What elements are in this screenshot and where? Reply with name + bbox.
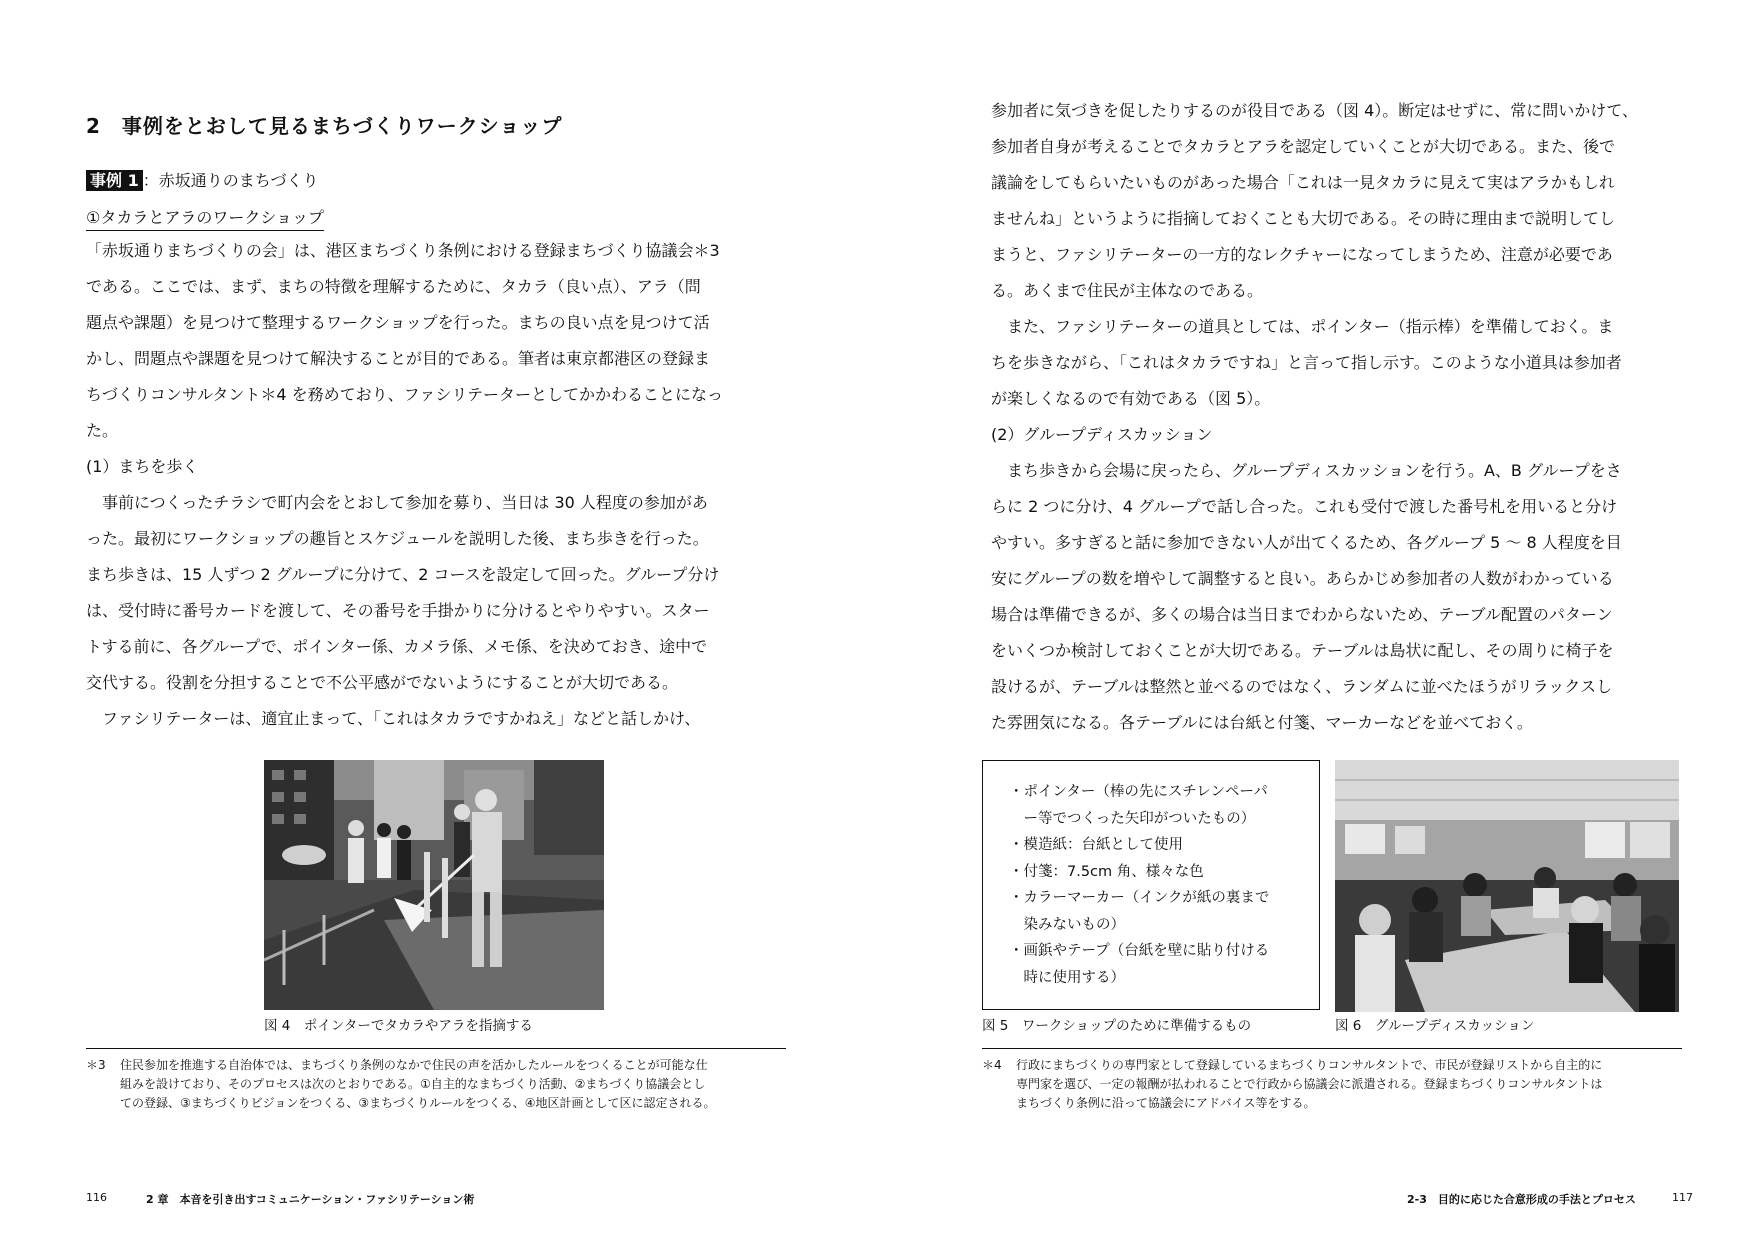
body-line: まうと、ファシリテーターの一方的なレクチャーになってしまうため、注意が必要であ xyxy=(991,245,1613,264)
body-line: る。あくまで住民が主体なのである。 xyxy=(991,281,1264,300)
right-page xyxy=(877,0,1754,1240)
case-badge: 事例 1 xyxy=(86,170,143,191)
body-line: 設けるが、テーブルは整然と並べるのではなく、ランダムに並べたほうがリラックスし xyxy=(991,677,1613,696)
body-line: 「赤坂通りまちづくりの会」は、港区まちづくり条例における登録まちづくり協議会＊3 xyxy=(86,241,720,260)
subsection-title: ①タカラとアラのワークショップ xyxy=(86,205,324,231)
body-line: である。ここでは、まず、まちの特徴を理解するために、タカラ（良い点）、アラ（問 xyxy=(86,277,701,296)
body-line: 交代する。役割を分担することで不公平感がでないようにすることが大切である。 xyxy=(86,673,679,692)
body-line: が楽しくなるので有効である（図 5）。 xyxy=(991,389,1271,408)
group-discussion-image xyxy=(1335,760,1679,1012)
footnote-line: 組みを設けており、そのプロセスは次のとおりである。①自主的なまちづくり活動、②まちづくり協議会とし xyxy=(120,1077,706,1091)
footnote-line: 行政にまちづくりの専門家として登録しているまちづくりコンサルタントで、市民が登録リストから自主的に xyxy=(1016,1058,1603,1072)
case-title: ：赤坂通りのまちづくり xyxy=(142,171,319,190)
body-line: らに 2 つに分け、4 グループで話し合った。これも受付で渡した番号札を用いると分け xyxy=(991,497,1618,516)
list-item: ・カラーマーカー（インクが紙の裏まで xyxy=(1009,890,1270,906)
list-item: ・模造紙：台紙として使用 xyxy=(1009,837,1183,853)
list-item: ・ポインター（棒の先にスチレンペーパ xyxy=(1009,784,1268,800)
running-header-section: 2-3 目的に応じた合意形成の手法とプロセス xyxy=(1407,1193,1636,1206)
list-item: ・付箋：7.5cm 角、様々な色 xyxy=(1009,863,1204,880)
body-line: 参加者自身が考えることでタカラとアラを認定していくことが大切である。また、後で xyxy=(991,137,1616,156)
body-line: ちづくりコンサルタント＊4 を務めており、ファシリテーターとしてかかわることになっ xyxy=(86,385,724,404)
body-line: かし、問題点や課題を見つけて解決することが目的である。筆者は東京都港区の登録ま xyxy=(86,349,711,368)
body-line: やすい。多すぎると話に参加できない人が出てくるため、各グループ 5 〜 8 人程度を目 xyxy=(991,533,1622,552)
figure-5-caption: 図 5 ワークショップのために準備するもの xyxy=(982,1018,1252,1034)
footnote-line: まちづくり条例に沿って協議会にアドバイス等をする。 xyxy=(1016,1096,1316,1110)
list-item: ・画鋲やテープ（台紙を壁に貼り付ける xyxy=(1009,943,1270,959)
body-line: をいくつか検討しておくことが大切である。テーブルは島状に配し、その周りに椅子を xyxy=(991,641,1614,660)
figure-4-photo xyxy=(264,760,604,1010)
footnote-line: 専門家を選び、一定の報酬が払われることで行政から協議会に派遣される。登録まちづくりコンサルタントは xyxy=(1016,1077,1603,1091)
footnote-line: ての登録、③まちづくりビジョンをつくる、③まちづくりルールをつくる、④地区計画として区に認定される。 xyxy=(120,1096,716,1110)
body-text-right xyxy=(991,93,1691,741)
body-line: 事前につくったチラシで町内会をとおして参加を募り、当日は 30 人程度の参加があ xyxy=(86,493,708,512)
figure-6-photo xyxy=(1335,760,1679,1012)
list-item: ー等でつくった矢印がついたもの） xyxy=(1009,810,1256,827)
body-text-left xyxy=(86,233,786,737)
subsection-heading: (1）まちを歩く xyxy=(86,457,199,476)
footnote-body xyxy=(1016,1056,1602,1113)
page-number: 116 xyxy=(86,1191,107,1204)
body-line: た雰囲気になる。各テーブルには台紙と付箋、マーカーなどを並べておく。 xyxy=(991,713,1533,732)
body-line: 参加者に気づきを促したりするのが役目である（図 4）。断定はせずに、常に問いかけて、 xyxy=(991,101,1638,120)
body-line: まち歩きは、15 人ずつ 2 グループに分けて、2 コースを設定して回った。グループ分け xyxy=(86,565,720,584)
body-line: 場合は準備できるが、多くの場合は当日までわからないため、テーブル配置のパターン xyxy=(991,605,1613,624)
footnote-divider xyxy=(982,1048,1682,1049)
body-line: た。 xyxy=(86,421,119,440)
figure-6-caption: 図 6 グループディスカッション xyxy=(1335,1018,1535,1034)
body-line: ファシリテーターは、適宜止まって、「これはタカラですかねえ」などと話しかけ、 xyxy=(86,709,701,728)
street-scene-image xyxy=(264,760,604,1010)
body-line: は、受付時に番号カードを渡して、その番号を手掛かりに分けるとやりやすい。スター xyxy=(86,601,710,620)
footnote-line: 住民参加を推進する自治体では、まちづくり条例のなかで住民の声を活かしたルールをつくることが可能な仕 xyxy=(120,1058,708,1072)
case-heading xyxy=(86,168,319,191)
footnote-body xyxy=(120,1056,716,1113)
page-number: 117 xyxy=(1672,1191,1693,1204)
list-item: 時に使用する） xyxy=(1009,969,1125,986)
subsection-heading: (2）グループディスカッション xyxy=(991,425,1213,444)
figure-5-list-box xyxy=(982,760,1320,1010)
body-line: まち歩きから会場に戻ったら、グループディスカッションを行う。A、B グループをさ xyxy=(991,461,1622,480)
running-header-chapter: 2 章 本音を引き出すコミュニケーション・ファシリテーション術 xyxy=(146,1193,475,1206)
footnote-mark: ＊4 xyxy=(982,1058,1002,1072)
list-item: 染みないもの） xyxy=(1009,916,1125,933)
section-heading: 2 事例をとおして見るまちづくりワークショップ xyxy=(86,114,563,138)
body-line: ませんね」というように指摘しておくことも大切である。その時に理由まで説明してし xyxy=(991,209,1616,228)
body-line: ちを歩きながら、「これはタカラですね」と言って指し示す。このような小道具は参加者 xyxy=(991,353,1622,372)
body-line: 安にグループの数を増やして調整すると良い。あらかじめ参加者の人数がわかっている xyxy=(991,569,1614,588)
figure-4-caption: 図 4 ポインターでタカラやアラを指摘する xyxy=(264,1018,533,1034)
body-line: 議論をしてもらいたいものがあった場合「これは一見タカラに見えて実はアラかもしれ xyxy=(991,173,1615,192)
body-line: った。最初にワークショップの趣旨とスケジュールを説明した後、まち歩きを行った。 xyxy=(86,529,709,548)
body-line: また、ファシリテーターの道具としては、ポインター（指示棒）を準備しておく。ま xyxy=(991,317,1614,336)
body-line: トする前に、各グループで、ポインター係、カメラ係、メモ係、を決めておき、途中で xyxy=(86,637,708,656)
body-line: 題点や課題）を見つけて整理するワークショップを行った。まちの良い点を見つけて活 xyxy=(86,313,710,332)
footnote-divider xyxy=(86,1048,786,1049)
footnote-mark: ＊3 xyxy=(86,1058,106,1072)
